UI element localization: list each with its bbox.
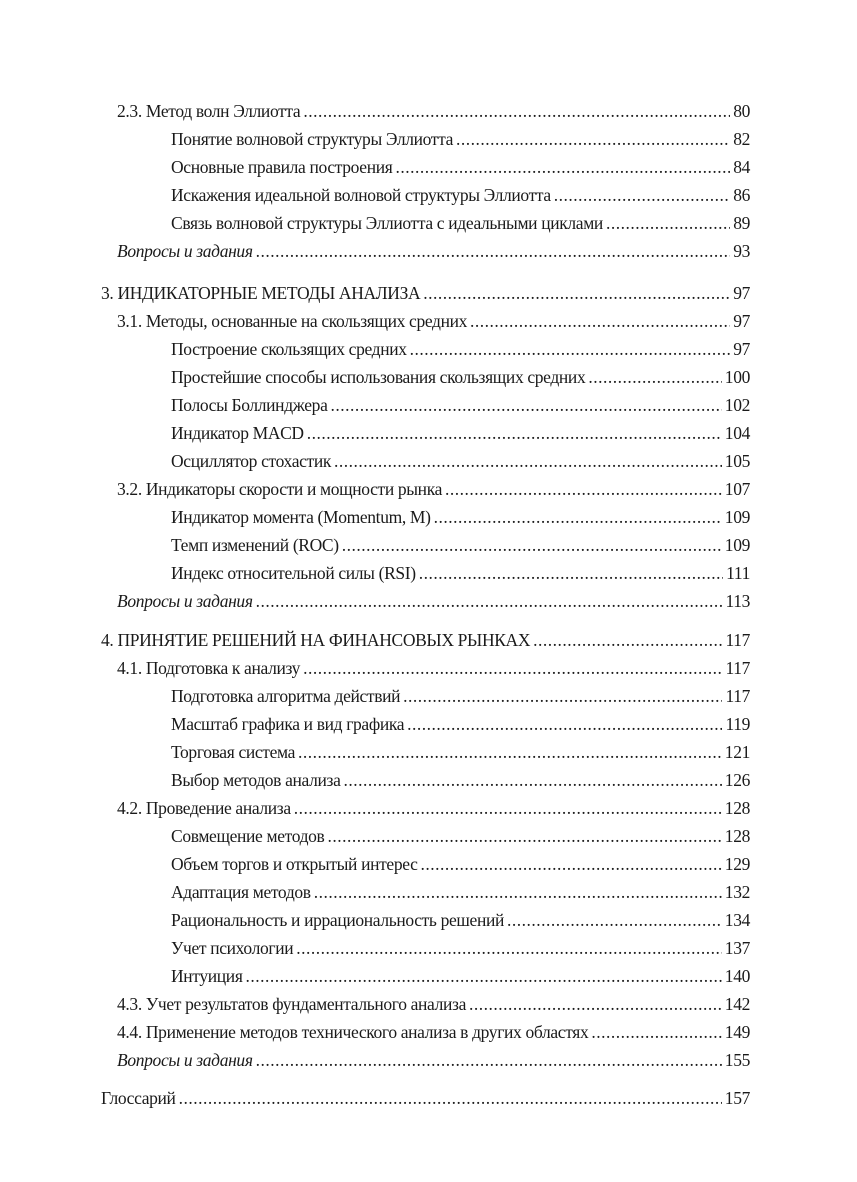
dot-leader bbox=[419, 559, 723, 587]
toc-entry-title: Подготовка алгоритма действий bbox=[171, 686, 401, 706]
toc-entry bbox=[171, 181, 750, 209]
toc-entry bbox=[117, 97, 750, 125]
dot-leader bbox=[434, 503, 722, 531]
toc-entry-page: 97 bbox=[733, 339, 750, 359]
toc-entry-title: Совмещение методов bbox=[171, 826, 325, 846]
toc-entry-page: 134 bbox=[724, 910, 750, 930]
toc-entry-page: 84 bbox=[733, 157, 750, 177]
toc-entry bbox=[117, 654, 750, 682]
dot-leader bbox=[303, 654, 722, 682]
toc-entry-title: Вопросы и задания bbox=[117, 1050, 253, 1070]
toc-entry-page: 100 bbox=[724, 367, 750, 387]
toc-entry-page: 105 bbox=[724, 451, 750, 471]
toc-entry-page: 119 bbox=[725, 714, 750, 734]
toc-entry-page: 157 bbox=[724, 1088, 750, 1108]
dot-leader bbox=[470, 307, 730, 335]
dot-leader bbox=[407, 710, 722, 738]
toc-entry-page: 82 bbox=[733, 129, 750, 149]
dot-leader bbox=[344, 766, 722, 794]
toc-entry-questions bbox=[117, 237, 750, 265]
toc-entry bbox=[117, 307, 750, 335]
toc-entry-title: 3. ИНДИКАТОРНЫЕ МЕТОДЫ АНАЛИЗА bbox=[101, 283, 421, 303]
toc-entry-title: Выбор методов анализа bbox=[171, 770, 341, 790]
toc-entry-page: 97 bbox=[733, 283, 750, 303]
toc-entry-questions bbox=[117, 1046, 750, 1074]
toc-entry bbox=[171, 335, 750, 363]
toc-entry-page: 102 bbox=[724, 395, 750, 415]
dot-leader bbox=[554, 181, 730, 209]
dot-leader bbox=[588, 363, 721, 391]
toc-entry-title: Осциллятор стохастик bbox=[171, 451, 332, 471]
toc-entry-page: 86 bbox=[733, 185, 750, 205]
toc-entry bbox=[117, 794, 750, 822]
dot-leader bbox=[421, 850, 722, 878]
toc-entry bbox=[171, 934, 750, 962]
toc-chapter bbox=[101, 626, 750, 654]
toc-entry-title: Искажения идеальной волновой структуры Эллиотта bbox=[171, 185, 551, 205]
toc-entry-page: 107 bbox=[724, 479, 750, 499]
toc-entry-title: 4. ПРИНЯТИЕ РЕШЕНИЙ НА ФИНАНСОВЫХ РЫНКАХ bbox=[101, 630, 531, 650]
toc-entry bbox=[171, 906, 750, 934]
toc-entry bbox=[171, 850, 750, 878]
toc-entry-title: Рациональность и иррациональность решений bbox=[171, 910, 504, 930]
toc-entry-page: 129 bbox=[724, 854, 750, 874]
toc-entry bbox=[171, 363, 750, 391]
toc-entry-questions bbox=[117, 587, 750, 615]
dot-leader bbox=[296, 934, 722, 962]
dot-leader bbox=[256, 587, 723, 615]
toc-entry bbox=[171, 710, 750, 738]
toc-entry-title: 4.4. Применение методов технического анализа в других областях bbox=[117, 1022, 589, 1042]
toc-entry-page: 126 bbox=[724, 770, 750, 790]
dot-leader bbox=[256, 237, 731, 265]
toc-entry-page: 149 bbox=[724, 1022, 750, 1042]
toc-entry-page: 97 bbox=[733, 311, 750, 331]
toc-entry-title: Объем торгов и открытый интерес bbox=[171, 854, 418, 874]
toc-entry-title: Адаптация методов bbox=[171, 882, 311, 902]
toc-entry-title: 4.3. Учет результатов фундаментального анализа bbox=[117, 994, 466, 1014]
toc-entry bbox=[171, 531, 750, 559]
dot-leader bbox=[298, 738, 722, 766]
toc-entry bbox=[171, 209, 750, 237]
dot-leader bbox=[606, 209, 730, 237]
toc-entry bbox=[171, 822, 750, 850]
toc-entry-title: Глоссарий bbox=[101, 1088, 176, 1108]
toc-entry-page: 155 bbox=[724, 1050, 750, 1070]
toc-entry-page: 117 bbox=[725, 686, 750, 706]
toc-entry-title: Торговая система bbox=[171, 742, 296, 762]
toc-entry bbox=[171, 962, 750, 990]
toc-entry-page: 109 bbox=[724, 507, 750, 527]
toc-entry-title: Связь волновой структуры Эллиотта с идеальными циклами bbox=[171, 213, 603, 233]
toc-entry-title: 2.3. Метод волн Эллиотта bbox=[117, 101, 301, 121]
dot-leader bbox=[410, 335, 731, 363]
toc-entry-title: Учет психологии bbox=[171, 938, 294, 958]
toc-entry-page: 109 bbox=[724, 535, 750, 555]
toc-entry-title: Индекс относительной силы (RSI) bbox=[171, 563, 416, 583]
toc-entry bbox=[117, 990, 750, 1018]
dot-leader bbox=[507, 906, 722, 934]
toc-entry-page: 128 bbox=[724, 826, 750, 846]
dot-leader bbox=[331, 391, 722, 419]
toc-glossary bbox=[101, 1084, 750, 1112]
dot-leader bbox=[423, 279, 730, 307]
toc-entry-title: Построение скользящих средних bbox=[171, 339, 407, 359]
toc-entry bbox=[171, 878, 750, 906]
dot-leader bbox=[327, 822, 721, 850]
dot-leader bbox=[294, 794, 722, 822]
dot-leader bbox=[533, 626, 722, 654]
toc-entry-title: Индикатор MACD bbox=[171, 423, 304, 443]
toc-entry bbox=[171, 391, 750, 419]
toc-entry-page: 137 bbox=[724, 938, 750, 958]
toc-entry-title: Интуиция bbox=[171, 966, 243, 986]
dot-leader bbox=[395, 153, 730, 181]
toc-entry-page: 128 bbox=[724, 798, 750, 818]
toc-entry-page: 132 bbox=[724, 882, 750, 902]
dot-leader bbox=[246, 962, 722, 990]
dot-leader bbox=[342, 531, 722, 559]
toc-entry bbox=[171, 419, 750, 447]
toc-entry-title: Темп изменений (ROC) bbox=[171, 535, 339, 555]
dot-leader bbox=[314, 878, 722, 906]
toc-entry bbox=[171, 766, 750, 794]
toc-entry bbox=[117, 475, 750, 503]
toc-entry bbox=[117, 1018, 750, 1046]
toc-entry bbox=[171, 125, 750, 153]
toc-entry-page: 113 bbox=[725, 591, 750, 611]
toc-chapter bbox=[101, 279, 750, 307]
toc-entry-page: 121 bbox=[724, 742, 750, 762]
toc-entry-page: 93 bbox=[733, 241, 750, 261]
toc-entry bbox=[171, 153, 750, 181]
toc-entry-page: 140 bbox=[724, 966, 750, 986]
dot-leader bbox=[456, 125, 730, 153]
dot-leader bbox=[445, 475, 722, 503]
toc-entry bbox=[171, 447, 750, 475]
toc-entry-title: 3.2. Индикаторы скорости и мощности рынка bbox=[117, 479, 442, 499]
toc-entry-title: Масштаб графика и вид графика bbox=[171, 714, 405, 734]
dot-leader bbox=[303, 97, 730, 125]
dot-leader bbox=[469, 990, 722, 1018]
toc-entry bbox=[171, 738, 750, 766]
toc-entry-title: 3.1. Методы, основанные на скользящих средних bbox=[117, 311, 468, 331]
dot-leader bbox=[307, 419, 722, 447]
toc-entry-title: Индикатор момента (Momentum, M) bbox=[171, 507, 431, 527]
dot-leader bbox=[591, 1018, 721, 1046]
toc-entry-page: 117 bbox=[725, 630, 750, 650]
toc-entry-page: 80 bbox=[733, 101, 750, 121]
toc-entry bbox=[171, 559, 750, 587]
toc-entry-title: 4.2. Проведение анализа bbox=[117, 798, 291, 818]
toc-entry-page: 111 bbox=[726, 563, 750, 583]
toc-entry-page: 104 bbox=[724, 423, 750, 443]
dot-leader bbox=[256, 1046, 722, 1074]
toc-entry-page: 89 bbox=[733, 213, 750, 233]
toc-entry-page: 142 bbox=[724, 994, 750, 1014]
toc-entry-page: 117 bbox=[725, 658, 750, 678]
toc-entry-title: Простейшие способы использования скользящих средних bbox=[171, 367, 586, 387]
dot-leader bbox=[334, 447, 722, 475]
toc-entry-title: Вопросы и задания bbox=[117, 241, 253, 261]
toc-entry bbox=[171, 503, 750, 531]
toc-entry bbox=[171, 682, 750, 710]
dot-leader bbox=[179, 1084, 722, 1112]
toc-entry-title: Вопросы и задания bbox=[117, 591, 253, 611]
dot-leader bbox=[403, 682, 722, 710]
toc-entry-title: Полосы Боллинджера bbox=[171, 395, 328, 415]
toc-entry-title: 4.1. Подготовка к анализу bbox=[117, 658, 301, 678]
toc-entry-title: Основные правила построения bbox=[171, 157, 393, 177]
toc-entry-title: Понятие волновой структуры Эллиотта bbox=[171, 129, 454, 149]
